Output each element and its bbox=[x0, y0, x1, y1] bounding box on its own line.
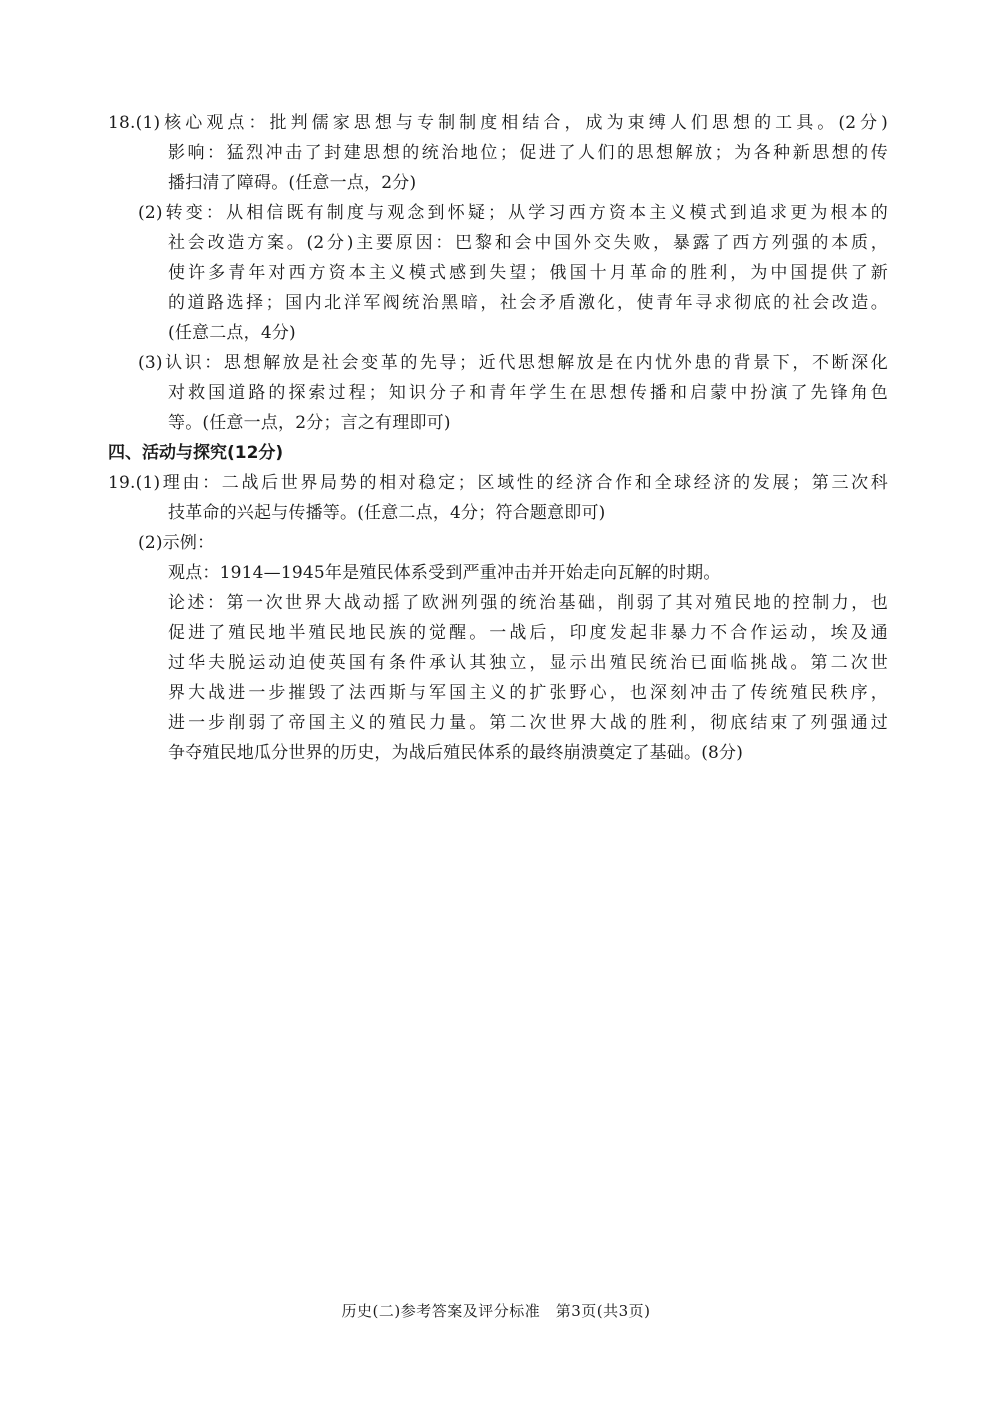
q19-argument-line6: 争夺殖民地瓜分世界的历史，为战后殖民体系的最终崩溃奠定了基础。(8分) bbox=[168, 743, 744, 763]
answer-content bbox=[108, 108, 888, 768]
q19-argument-line2: 促进了殖民地半殖民地民族的觉醒。一战后，印度发起非暴力不合作运动，埃及通 bbox=[168, 623, 888, 643]
q18-part2-line3: 使许多青年对西方资本主义模式感到失望；俄国十月革命的胜利，为中国提供了新 bbox=[168, 263, 888, 283]
page-footer: 历史(二)参考答案及评分标准 第3页(共3页) bbox=[341, 1302, 651, 1320]
q19-argument-line3: 过华夫脱运动迫使英国有条件承认其独立，显示出殖民统治已面临挑战。第二次世 bbox=[168, 653, 888, 673]
q18-part2-line4: 的道路选择；国内北洋军阀统治黑暗，社会矛盾激化，使青年寻求彻底的社会改造。 bbox=[168, 293, 888, 313]
q18-part3-line3: 等。(任意一点，2分；言之有理即可) bbox=[168, 413, 451, 433]
q19-argument-line5: 进一步削弱了帝国主义的殖民力量。第二次世界大战的胜利，彻底结束了列强通过 bbox=[168, 713, 888, 733]
q19-part1-line2: 技革命的兴起与传播等。(任意二点，4分；符合题意即可) bbox=[168, 503, 606, 523]
q19-argument-line4: 界大战进一步摧毁了法西斯与军国主义的扩张野心，也深刻冲击了传统殖民秩序， bbox=[168, 683, 888, 703]
q19-part2-label: (2)示例： bbox=[138, 533, 215, 553]
q18-part1-line2: 影响：猛烈冲击了封建思想的统治地位；促进了人们的思想解放；为各种新思想的传 bbox=[168, 143, 888, 163]
q18-part1-line3: 播扫清了障碍。(任意一点，2分) bbox=[168, 173, 417, 193]
q19-part1-line1: 19.(1)理由：二战后世界局势的相对稳定；区域性的经济合作和全球经济的发展；第三次科 bbox=[108, 473, 888, 493]
section-heading: 四、活动与探究(12分) bbox=[108, 443, 284, 463]
q18-part2-line2: 社会改造方案。(2分)主要原因：巴黎和会中国外交失败，暴露了西方列强的本质， bbox=[168, 233, 888, 253]
q18-part1-line1: 18.(1)核心观点：批判儒家思想与专制制度相结合，成为束缚人们思想的工具。(2分) bbox=[108, 113, 888, 133]
q18-part2-line5: (任意二点，4分) bbox=[168, 323, 296, 343]
q18-part3-line2: 对救国道路的探索过程；知识分子和青年学生在思想传播和启蒙中扮演了先锋角色 bbox=[168, 383, 888, 403]
q18-part2-line1: (2)转变：从相信既有制度与观念到怀疑；从学习西方资本主义模式到追求更为根本的 bbox=[138, 203, 888, 223]
q18-part3-line1: (3)认识：思想解放是社会变革的先导；近代思想解放是在内忧外患的背景下，不断深化 bbox=[138, 353, 888, 373]
q19-viewpoint: 观点：1914—1945年是殖民体系受到严重冲击并开始走向瓦解的时期。 bbox=[168, 563, 721, 583]
q19-argument-line1: 论述：第一次世界大战动摇了欧洲列强的统治基础，削弱了其对殖民地的控制力，也 bbox=[168, 593, 888, 613]
